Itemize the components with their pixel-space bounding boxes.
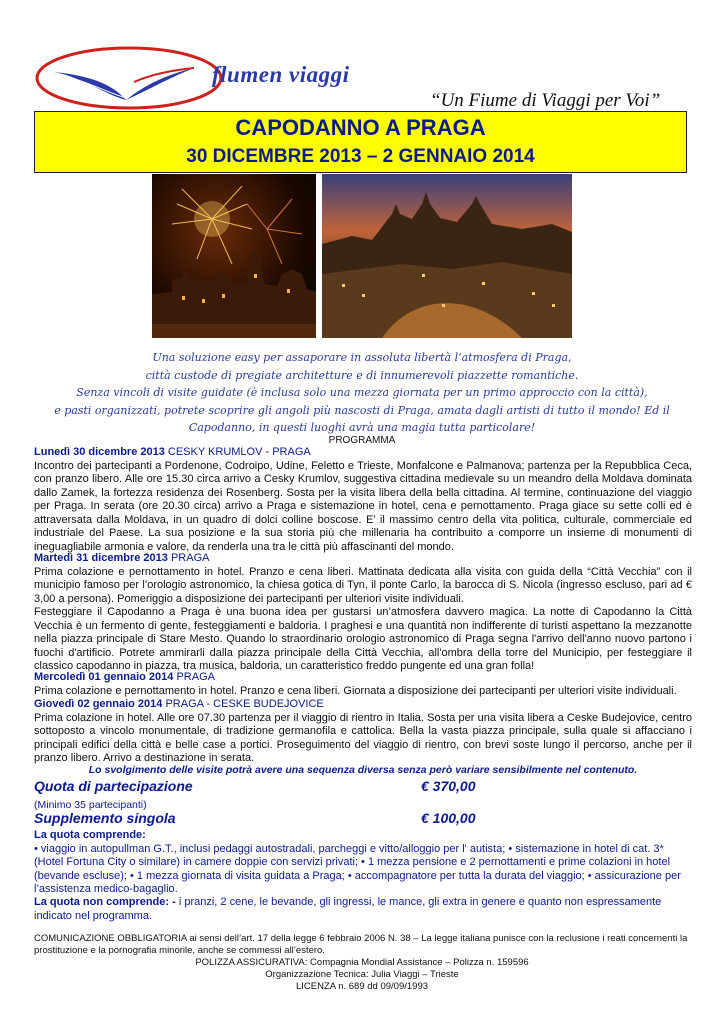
not-included-text: i pranzi, 2 cene, le bevande, gli ingressi, le mance, gli extra in genere e quanto non espressamente indicato nel programma. bbox=[34, 896, 662, 922]
fireworks-photo bbox=[152, 174, 316, 338]
intro-line: Capodanno, in questi luoghi avrà una magia tutta particolare! bbox=[188, 421, 536, 434]
intro-line: Senza vincoli di visite guidate (è inclusa solo una mezza giornata per un primo approccio con la città), bbox=[76, 386, 648, 399]
slogan: “Un Fiume di Viaggi per Voi” bbox=[430, 90, 661, 111]
quota-value: € 370,00 bbox=[421, 778, 476, 794]
day-block bbox=[34, 671, 692, 698]
day-text: Festeggiare il Capodanno a Praga è una buona idea per gustarsi un’atmosfera davvero magica. La notte di Capodanno la Città Vecchia è un fermento di gente, festeggiamenti e baldoria. I praghesi e una quantità non indifferente di turisti aspettano la mezzanotte nella piazza principale di Stare Mesto. Quando lo straordinario orologio astronomico di Praga segna l'arrivo dell'anno nuovo partono i fuochi d'artificio. Potrete ammirarli dalla piazza principale della Città Vecchia, all'ombra della torre del Municipio, per festeggiare il classico capodanno in piazza, tra musica, baldoria, un caratteristico freddo pungente ed una gran folla! bbox=[34, 606, 692, 672]
title-box bbox=[34, 111, 687, 173]
day-date: Giovedì 02 gennaio 2014 bbox=[34, 698, 163, 710]
intro-text bbox=[40, 349, 684, 437]
legal-notice: COMUNICAZIONE OBBLIGATORIA ai sensi dell’art. 17 della legge 6 febbraio 2006 N. 38 – La legge italiana punisce con la reclusione i reati concernenti la prostituzione e la pornografia minorile, anche se commessi all’estero. bbox=[34, 933, 688, 956]
day-block bbox=[34, 698, 692, 766]
included-text: • viaggio in autopullman G.T., inclusi pedaggi autostradali, parcheggi e vitto/alloggio per l' autista; • sistemazione in hotel di cat. 3* (Hotel Fortuna City o similare) in camere doppie con servizi privati; • 1 mezza pensione e 2 pernottamenti e prime colazioni in hotel (bevande escluse); • 1 mezza giornata di visita guidata a Praga; • accompagnatore per tutta la durata del viaggio; • assicurazione per l’assistenza medico-bagaglio. bbox=[34, 842, 681, 895]
day-place: CESKY KRUMLOV - PRAGA bbox=[164, 446, 311, 458]
logo bbox=[34, 42, 224, 112]
intro-line: città custode di pregiate architetture e di innumerevoli piazzette romantiche. bbox=[145, 368, 579, 382]
intro-line: e pasti organizzati, potrete scoprire gli angoli più nascosti di Praga, amata dagli artisti di tutto il mondo! Ed il bbox=[54, 403, 670, 417]
prague-city-photo bbox=[322, 174, 572, 338]
quota-label: Quota di partecipazione bbox=[34, 778, 193, 794]
date-range: 30 DICEMBRE 2013 – 2 GENNAIO 2014 bbox=[186, 146, 535, 167]
day-place: PRAGA - CESKE BUDEJOVICE bbox=[162, 698, 324, 710]
supplemento-value: € 100,00 bbox=[421, 810, 476, 826]
minimum-participants: (Minimo 35 partecipanti) bbox=[34, 799, 147, 811]
not-included-label: La quota non comprende: - bbox=[34, 896, 176, 908]
day-place: PRAGA bbox=[167, 552, 210, 564]
footer bbox=[34, 933, 690, 993]
included-section bbox=[34, 829, 690, 897]
day-date: Martedì 31 dicembre 2013 bbox=[34, 552, 168, 564]
license-info: LICENZA n. 689 dd 09/09/1993 bbox=[295, 981, 429, 992]
day-date: Lunedì 30 dicembre 2013 bbox=[34, 446, 165, 458]
itinerary-note: Lo svolgimento delle visite potrà avere una sequenza diversa senza però variare sensibilmente nel contenuto. bbox=[88, 764, 638, 776]
page-title: CAPODANNO A PRAGA bbox=[235, 115, 486, 140]
day-text: Prima colazione e pernottamento in hotel. Pranzo e cena liberi. Mattinata dedicata alla visita con guida della “Città Vecchia” con il municipio famoso per l’orologio astronomico, la chiesa gotica di Tyn, il ponte Carlo, la barocca di S. Nicola (ingresso escluso, pari ad € 3,00 a persona). Pomeriggio a disposizione dei partecipanti per ulteriori visite individuali. bbox=[34, 565, 692, 605]
day-text: Prima colazione in hotel. Alle ore 07.30 partenza per il viaggio di rientro in Italia. Sosta per una visita libera a Ceske Budejovice, centro sottoposto a vincolo monumentale, di tradizione germanofila e cattolica. Bella la vasta piazza principale, sulla quale si affacciano i principali edifici della città e belle case a portici. Proseguimento del viaggio di rientro, con brevi soste lungo il percorso, anche per il pranzo libero. Arrivo a destinazione in serata. bbox=[34, 711, 692, 764]
intro-line: Una soluzione easy per assaporare in assoluta libertà l’atmosfera di Praga, bbox=[152, 351, 572, 364]
organization-info: Organizzazione Tecnica: Julia Viaggi – Trieste bbox=[265, 969, 459, 980]
supplemento-label: Supplemento singola bbox=[34, 810, 176, 826]
insurance-info: POLIZZA ASSICURATIVA: Compagnia Mondial Assistance – Polizza n. 159596 bbox=[195, 957, 529, 968]
day-block bbox=[34, 446, 692, 554]
day-block bbox=[34, 552, 692, 674]
day-text: Incontro dei partecipanti a Pordenone, Codroipo, Udine, Feletto e Trieste, Monfalcone e Palmanova; partenza per la Repubblica Ceca, con pranzo libero. Alle ore 15.30 circa arrivo a Cesky Krumlov, suggestiva cittadina medievale su un meandro della Moldava dominata dallo Zamek, la fortezza residenza dei Rosenberg. Sosta per la visita libera della bella cittadina. Al termine, continuazione del viaggio per Praga. In serata (ore 20.30 circa) arrivo a Praga e sistemazione in hotel, cena e pernottamento. Praga giace su sette colli ed è attraversata dalla Moldava, in un quadro di dolci colline boscose. E’ il massimo centro della vita politica, culturale, commerciale ed industriale del Paese. La sua posizione e la sua storia più che millenaria ha contribuito a comporre un insieme di monumenti di ineguagliabile armonia e valore, da renderla una tra le città più affascinanti del mondo. bbox=[34, 459, 692, 553]
day-date: Mercoledì 01 gennaio 2014 bbox=[34, 671, 174, 683]
not-included-section bbox=[34, 896, 690, 923]
program-heading: PROGRAMMA bbox=[328, 435, 396, 446]
day-text: Prima colazione e pernottamento in hotel. Pranzo e cena liberi. Giornata a disposizione dei partecipanti per ulteriori visite individuali. bbox=[34, 684, 677, 697]
included-label: La quota comprende: bbox=[34, 829, 146, 841]
brand-name: flumen viaggi bbox=[212, 62, 350, 87]
day-place: PRAGA bbox=[173, 671, 215, 683]
